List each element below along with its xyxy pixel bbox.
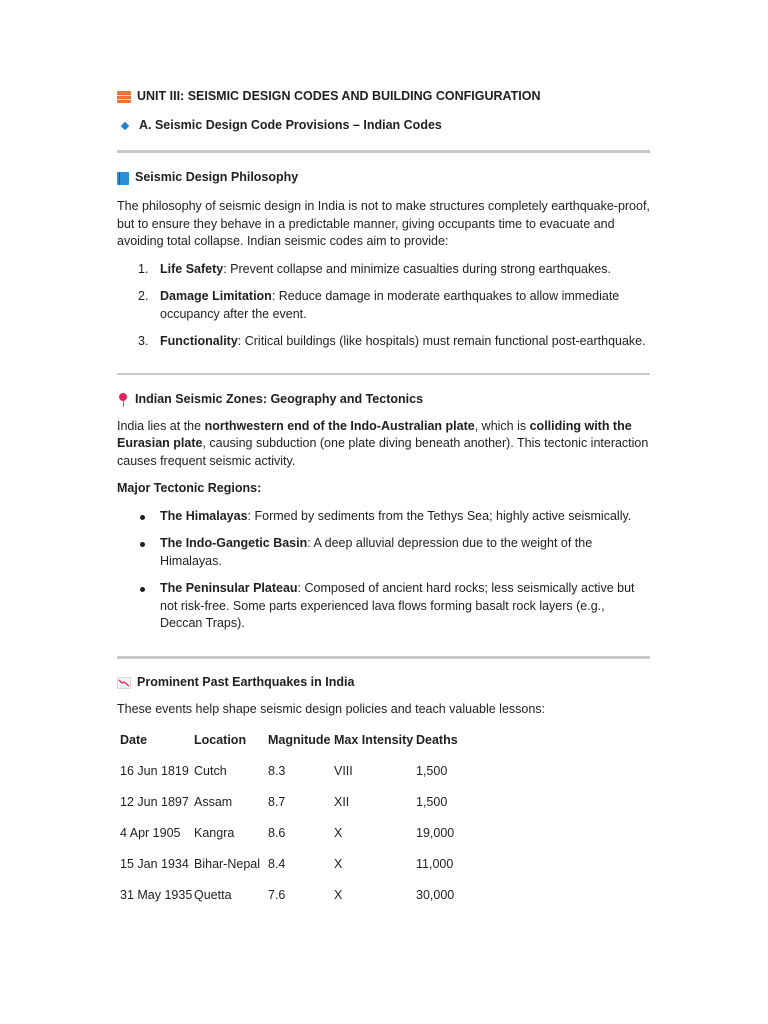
list-term: The Peninsular Plateau: [160, 581, 298, 595]
table-cell: 1,500: [416, 764, 448, 778]
table-cell: 1,500: [416, 795, 448, 809]
philosophy-intro: The philosophy of seismic design in India is not to make structures completely earthquake-proof, but to ensure they behave in a predictable manner, giving occupants time to evacuate and avoiding total collapse. Indian seismic codes aim to provide:: [117, 199, 650, 248]
document-content: [117, 89, 650, 918]
table-row: [120, 763, 476, 794]
list-item: [117, 580, 650, 633]
unit-heading: [117, 89, 650, 105]
table-cell: 31 May 1935: [120, 888, 193, 902]
philosophy-section: [117, 170, 650, 351]
zones-intro-part: , which is: [474, 418, 530, 433]
list-term: Damage Limitation: [160, 289, 272, 303]
divider: [117, 373, 650, 375]
list-term: Life Safety: [160, 261, 224, 276]
zones-title: Indian Seismic Zones: Geography and Tectonics: [135, 391, 424, 406]
column-header: Max Intensity: [334, 733, 414, 747]
earthquakes-heading: [117, 675, 650, 691]
section-a-title: A. Seismic Design Code Provisions – Indian Codes: [139, 118, 442, 133]
zones-intro-bold: northwestern end of the Indo-Australian plate: [204, 418, 475, 433]
table-cell: Bihar-Nepal: [194, 857, 261, 871]
bullet: [140, 515, 145, 520]
earthquakes-section: [117, 675, 650, 919]
table-cell: 30,000: [416, 888, 455, 902]
list-item: [117, 288, 650, 323]
column-header: Magnitude: [268, 733, 331, 747]
philosophy-list: [117, 261, 650, 351]
list-number: 1.: [138, 261, 149, 276]
zones-section: [117, 392, 650, 633]
table-cell: Quetta: [194, 888, 232, 902]
list-text: : A deep alluvial depression due to the weight of the Himalayas.: [160, 536, 593, 568]
bullet: [140, 587, 145, 592]
zones-intro-bold: colliding with the Eurasian plate: [117, 418, 632, 450]
chart-decreasing-icon: [117, 677, 131, 689]
bullet: [140, 542, 145, 547]
table-cell: Cutch: [194, 764, 227, 778]
table-cell: 12 Jun 1897: [120, 795, 189, 809]
section-a-heading: [117, 118, 650, 134]
list-term: The Indo-Gangetic Basin: [160, 536, 308, 550]
table-row: [120, 887, 476, 918]
pin-icon: [117, 393, 129, 407]
table-cell: Assam: [194, 795, 233, 809]
zones-intro-part: , causing subduction (one plate diving beneath another). This tectonic interaction causes frequent seismic activity.: [117, 436, 649, 468]
list-term: Functionality: [160, 334, 238, 348]
zones-intro: [117, 418, 650, 471]
table-cell: 8.4: [268, 857, 286, 871]
unit-title: UNIT III: SEISMIC DESIGN CODES AND BUILDING CONFIGURATION: [137, 89, 541, 104]
table-cell: 15 Jan 1934: [120, 857, 189, 871]
list-term: The Himalayas: [160, 508, 248, 523]
list-text: : Reduce damage in moderate earthquakes to allow immediate occupancy after the event.: [160, 289, 620, 321]
table-cell: 8.7: [268, 795, 286, 809]
divider: [117, 656, 650, 659]
table-cell: Kangra: [194, 826, 235, 840]
list-item: [117, 261, 650, 279]
table-cell: 8.6: [268, 826, 286, 840]
table-row: [120, 825, 476, 856]
earthquakes-title: Prominent Past Earthquakes in India: [137, 674, 355, 689]
list-item: [117, 508, 650, 526]
table-row: [120, 794, 476, 825]
table-cell: 16 Jun 1819: [120, 764, 189, 778]
divider: [117, 150, 650, 153]
list-text: : Critical buildings (like hospitals) must remain functional post-earthquake.: [237, 334, 646, 348]
table-row: [120, 856, 476, 887]
zones-intro-part: India lies at the: [117, 418, 205, 433]
philosophy-title: Seismic Design Philosophy: [135, 170, 299, 185]
philosophy-heading: [117, 170, 650, 186]
list-text: : Composed of ancient hard rocks; less seismically active but not risk-free. Some parts experienced lava flows forming basalt rock layers (e.g., Deccan Traps).: [160, 581, 635, 630]
list-number: 3.: [138, 334, 149, 348]
brick-icon: [117, 91, 131, 103]
table-cell: X: [334, 888, 343, 902]
table-header-row: [120, 732, 476, 763]
regions-list: [117, 508, 650, 633]
earthquakes-table: [120, 732, 476, 918]
table-cell: 7.6: [268, 888, 286, 902]
table-cell: 4 Apr 1905: [120, 826, 181, 840]
column-header: Date: [120, 733, 148, 747]
column-header: Location: [194, 733, 247, 747]
list-item: [117, 333, 650, 351]
table-cell: X: [334, 826, 343, 840]
table-cell: 19,000: [416, 826, 455, 840]
diamond-icon: [121, 122, 129, 130]
earthquakes-intro: These events help shape seismic design policies and teach valuable lessons:: [117, 701, 546, 716]
list-number: 2.: [138, 289, 149, 303]
table-cell: X: [334, 857, 343, 871]
table-cell: 11,000: [416, 857, 454, 871]
zones-heading: [117, 392, 650, 408]
table-cell: 8.3: [268, 764, 286, 778]
regions-heading: Major Tectonic Regions:: [117, 481, 262, 495]
table-cell: XII: [334, 795, 350, 809]
list-text: : Prevent collapse and minimize casualties during strong earthquakes.: [223, 261, 611, 276]
list-text: : Formed by sediments from the Tethys Sea; highly active seismically.: [247, 508, 632, 523]
book-icon: [117, 172, 129, 185]
list-item: [117, 535, 650, 570]
column-header: Deaths: [416, 733, 458, 747]
table-cell: VIII: [334, 764, 353, 778]
